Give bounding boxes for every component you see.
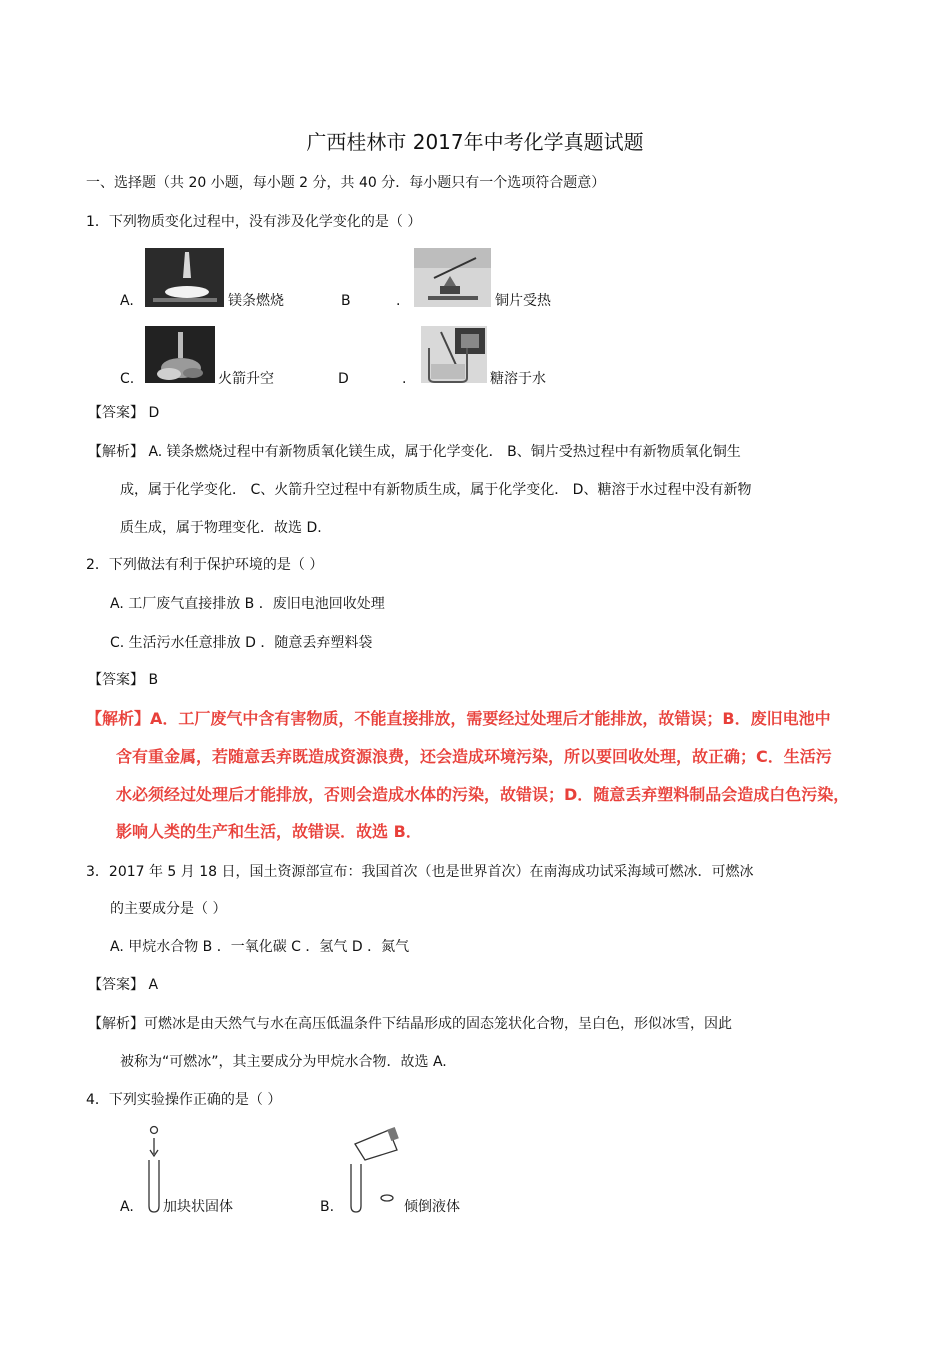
q2-options-row2: C. 生活污水任意排放 D ．随意丢弃塑料袋 xyxy=(110,635,373,651)
test-tube-solid-diagram xyxy=(140,1122,164,1214)
rocket-launch-image xyxy=(145,326,215,383)
page-title: 广西桂林市 2017年中考化学真题试题 xyxy=(306,130,644,154)
q1-option-d-letter: D xyxy=(338,371,349,387)
sugar-dissolving-image xyxy=(421,326,487,383)
q1-explanation-line1: 【解析】 A. 镁条燃烧过程中有新物质氧化镁生成，属于化学变化． B、铜片受热过程中有新物质氧化铜生 xyxy=(88,444,741,460)
pouring-liquid-diagram xyxy=(345,1126,403,1214)
q2-explanation-line3: 水必须经过处理后才能排放，否则会造成水体的污染，故错误；D．随意丢弃塑料制品会造成白色污染， xyxy=(116,785,850,804)
q3-explanation-line1: 【解析】可燃冰是由天然气与水在高压低温条件下结晶形成的固态笼状化合物，呈白色，形似冰雪，因此 xyxy=(88,1016,732,1032)
q1-option-a-letter: A. xyxy=(120,293,134,309)
q1-option-d-dot: . xyxy=(402,371,407,387)
q2-explanation-line2: 含有重金属，若随意丢弃既造成资源浪费，还会造成环境污染，所以要回收处理，故正确；C．生活污 xyxy=(116,747,832,766)
q3-stem-line2: 的主要成分是（ ） xyxy=(110,901,227,917)
q1-option-a-text: 镁条燃烧 xyxy=(228,293,284,309)
q2-answer: 【答案】 B xyxy=(88,672,159,688)
q1-explanation-line2: 成，属于化学变化． C、火箭升空过程中有新物质生成，属于化学变化． D、糖溶于水过程中没有新物 xyxy=(120,482,752,498)
q3-stem-line1: 3．2017 年 5 月 18 日，国土资源部宣布：我国首次（也是世界首次）在南海成功试采海域可燃冰．可燃冰 xyxy=(86,864,754,880)
q2-stem: 2．下列做法有利于保护环境的是（ ） xyxy=(86,557,324,573)
q3-explanation-line2: 被称为“可燃冰”，其主要成分为甲烷水合物．故选 A. xyxy=(120,1054,447,1070)
q4-option-a-letter: A. xyxy=(120,1199,134,1215)
q1-stem: 1．下列物质变化过程中，没有涉及化学变化的是（ ） xyxy=(86,214,422,230)
q4-stem: 4．下列实验操作正确的是（ ） xyxy=(86,1092,282,1108)
q2-explanation-line1: 【解析】A．工厂废气中含有害物质，不能直接排放，需要经过处理后才能排放，故错误；B．废旧电池中 xyxy=(86,709,831,728)
q2-explanation-line4: 影响人类的生产和生活，故错误．故选 B． xyxy=(116,822,422,841)
q1-option-d-text: 糖溶于水 xyxy=(490,371,546,387)
magnesium-burning-image xyxy=(145,248,224,307)
q1-option-c-letter: C. xyxy=(120,371,135,387)
q4-option-a-text: 加块状固体 xyxy=(163,1199,233,1215)
q1-answer: 【答案】 D xyxy=(88,405,160,421)
q1-option-b-dot: . xyxy=(396,293,401,309)
q1-option-b-text: 铜片受热 xyxy=(495,293,551,309)
q3-answer: 【答案】 A xyxy=(88,977,159,993)
q4-option-b-text: 倾倒液体 xyxy=(404,1199,460,1215)
section-heading: 一、选择题（共 20 小题，每小题 2 分，共 40 分．每小题只有一个选项符合题意） xyxy=(86,175,606,191)
q1-explanation-line3: 质生成，属于物理变化．故选 D. xyxy=(120,520,322,536)
q1-option-b-letter: B xyxy=(341,293,351,309)
q1-option-c-text: 火箭升空 xyxy=(218,371,274,387)
q3-options: A. 甲烷水合物 B ．一氧化碳 C ．氢气 D ．氮气 xyxy=(110,939,410,955)
copper-heating-image xyxy=(414,248,491,307)
q2-options-row1: A. 工厂废气直接排放 B ．废旧电池回收处理 xyxy=(110,596,385,612)
q4-option-b-letter: B. xyxy=(320,1199,335,1215)
